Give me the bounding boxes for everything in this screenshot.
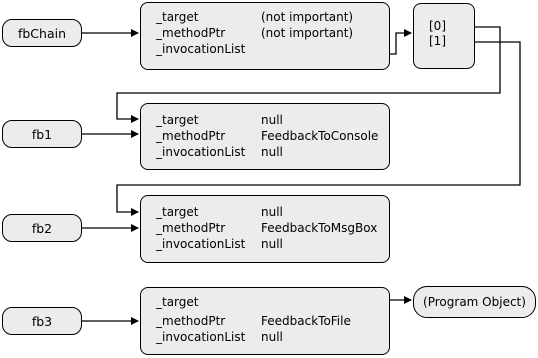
label-fb1-text: fb1 <box>31 126 53 142</box>
fbchain-target-value: (not important) <box>261 10 354 24</box>
program-object <box>413 286 536 318</box>
fbchain-invocationlist-name: _invocationList <box>156 42 246 56</box>
fb2-invocationlist-value: null <box>261 237 283 251</box>
fb2-target-value: null <box>261 205 283 219</box>
fb1-invocationlist-value: null <box>261 145 283 159</box>
invocation-array <box>413 3 475 69</box>
fb2-target-name: _target <box>156 205 199 219</box>
fb1-invocationlist-name: _invocationList <box>156 145 246 159</box>
fb1-target-name: _target <box>156 113 199 127</box>
label-fb3 <box>2 307 82 335</box>
fbchain-object <box>140 2 390 70</box>
fbchain-methodptr-value: (not important) <box>261 26 354 40</box>
fb1-target-value: null <box>261 113 283 127</box>
fb2-methodptr-name: _methodPtr <box>156 221 226 235</box>
array-item0-label: [0] <box>429 19 446 33</box>
label-fbchain-text: fbChain <box>17 25 67 41</box>
program-object-label: (Program Object) <box>423 295 526 309</box>
label-fb2 <box>2 214 82 242</box>
fb3-object <box>140 287 390 355</box>
fb3-methodptr-name: _methodPtr <box>156 314 226 328</box>
fb3-target-name: _target <box>156 295 199 309</box>
label-fb1 <box>2 120 82 148</box>
fb3-invocationlist-name: _invocationList <box>156 330 246 344</box>
fbchain-methodptr-name: _methodPtr <box>156 26 226 40</box>
label-fbchain <box>2 19 82 47</box>
fb3-invocationlist-value: null <box>261 330 283 344</box>
fb1-methodptr-name: _methodPtr <box>156 129 226 143</box>
fb3-methodptr-value: FeedbackToFile <box>261 314 351 328</box>
label-fb3-text: fb3 <box>31 313 53 329</box>
array-item1-label: [1] <box>429 34 446 48</box>
fb2-invocationlist-name: _invocationList <box>156 237 246 251</box>
fbchain-target-name: _target <box>156 10 199 24</box>
fb2-object <box>140 195 390 263</box>
label-fb2-text: fb2 <box>31 220 53 236</box>
fb1-methodptr-value: FeedbackToConsole <box>261 129 379 143</box>
fb2-methodptr-value: FeedbackToMsgBox <box>261 221 378 235</box>
fb1-object <box>140 103 390 170</box>
